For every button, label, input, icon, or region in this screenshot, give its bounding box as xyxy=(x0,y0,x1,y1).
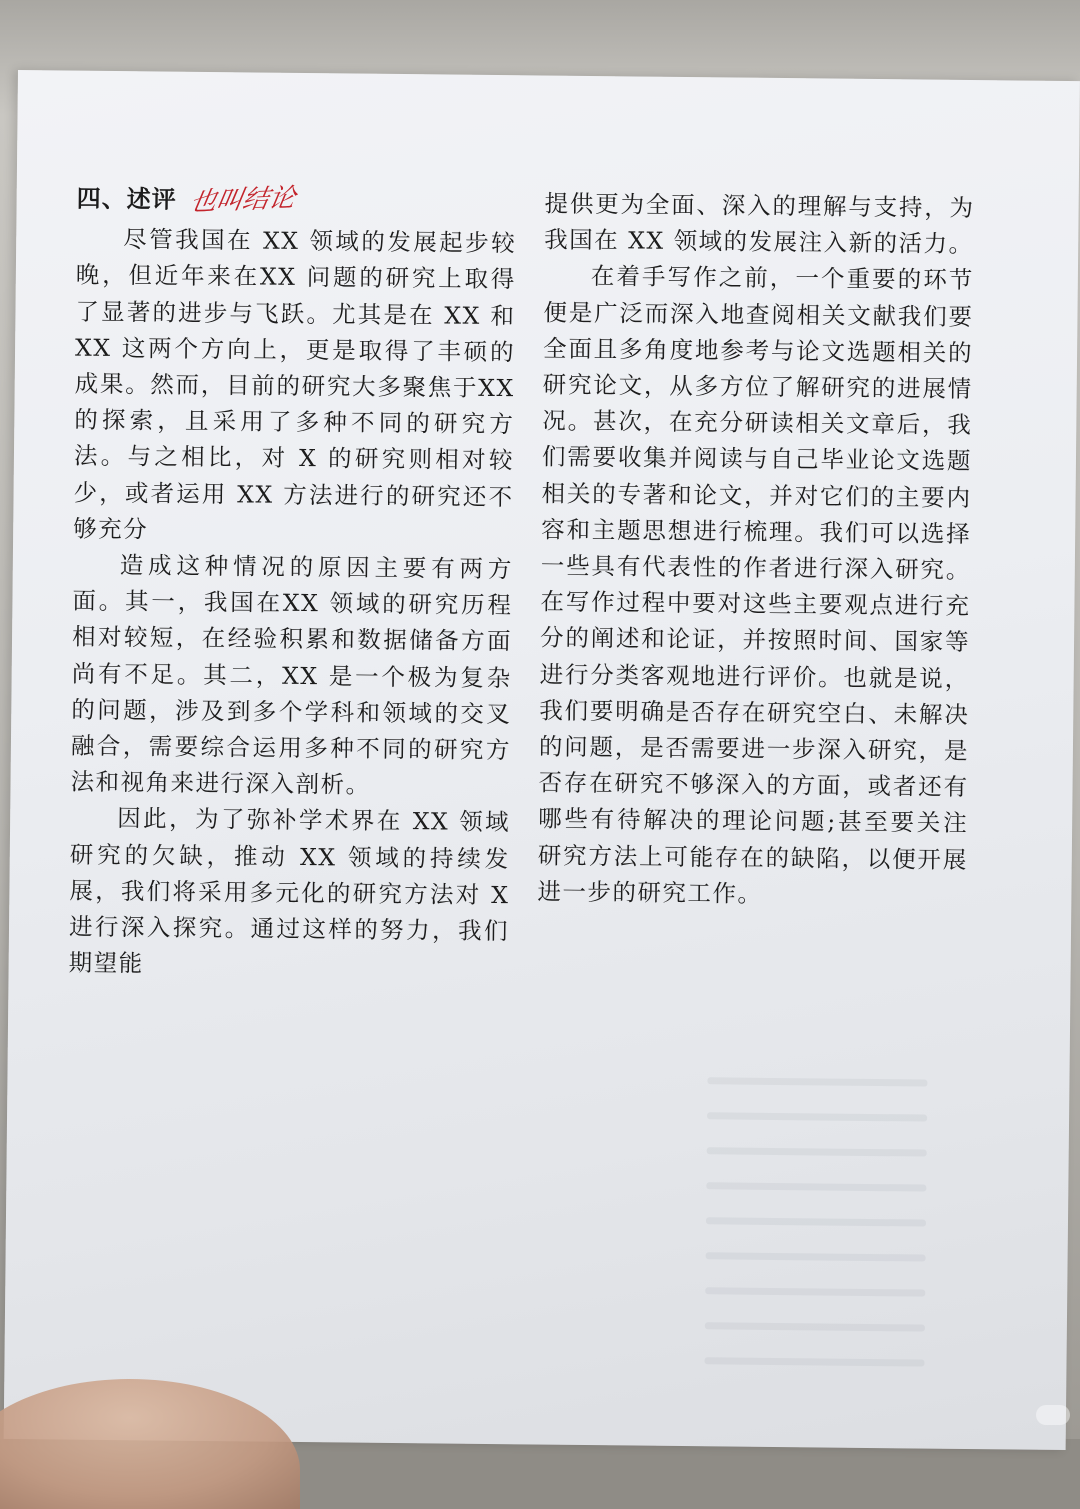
left-column xyxy=(68,181,516,986)
section-heading xyxy=(76,181,516,222)
paragraph: 在着手写作之前，一个重要的环节便是广泛而深入地查阅相关文献我们要全面且多角度地参考与论文选题相关的研究论文，从多方位了解研究的进展情况。甚次，在充分研读相关文章后，我们需要收集并阅读与自己毕业论文选题相关的专著和论文，并对它们的主要内容和主题思想进行梳理。我们可以选择一些具有代表性的作者进行深入研究。在写作过程中要对这些主要观点进行充分的阐述和论证，并按照时间、国家等进行分类客观地进行评价。也就是说，我们要明确是否存在研究空白、未解决的问题，是否需要进一步深入研究，是否存在研究不够深入的方面，或者还有哪些有待解决的理论问题;甚至要关注研究方法上可能存在的缺陷，以便开展进一步的研究工作。 xyxy=(537,262,974,908)
show-through-line xyxy=(707,1147,927,1156)
show-through-line xyxy=(704,1357,924,1366)
paper-sheet xyxy=(4,70,1080,1450)
paragraph: 造成这种情况的原因主要有两方面。其一，我国在XX 领域的研究历程相对较短，在经验积累和数据储备方面尚有不足。其二，XX 是一个极为复杂的问题，涉及到多个学科和领域的交叉融合，需要综合运用多种不同的研究方法和视角来进行深入剖析。 xyxy=(70,551,513,799)
right-column xyxy=(537,186,975,915)
paragraph-continuation: 提供更为全面、深入的理解与支持，为我国在 XX 领域的发展注入新的活力。 xyxy=(544,189,975,259)
show-through-text xyxy=(704,1077,927,1394)
show-through-line xyxy=(705,1322,925,1331)
handwritten-annotation: 也叫结论 xyxy=(187,183,298,218)
paragraph: 尽管我国在 XX 领域的发展起步较晚，但近年来在XX 问题的研究上取得了显著的进步与飞跃。尤其是在 XX 和 XX 这两个方向上，更是取得了丰硕的成果。然而，目前的研究大多聚焦于XX 的探索，且采用了多种不同的研究方法。与之相比，对 X 的研究则相对较少，或者运用 XX 方法进行的研究还不够充分 xyxy=(73,225,517,544)
show-through-line xyxy=(706,1252,926,1261)
show-through-line xyxy=(706,1217,926,1226)
paragraph: 因此，为了弥补学术界在 XX 领域研究的欠缺，推动 XX 领域的持续发展，我们将采用多元化的研究方法对 X 进行深入探究。通过这样的努力，我们期望能 xyxy=(68,804,511,978)
show-through-line xyxy=(706,1182,926,1191)
show-through-line xyxy=(707,1077,927,1086)
show-through-line xyxy=(705,1287,925,1296)
watermark-badge xyxy=(1036,1405,1070,1425)
section-title: 四、述评 xyxy=(76,184,177,214)
show-through-line xyxy=(707,1112,927,1121)
